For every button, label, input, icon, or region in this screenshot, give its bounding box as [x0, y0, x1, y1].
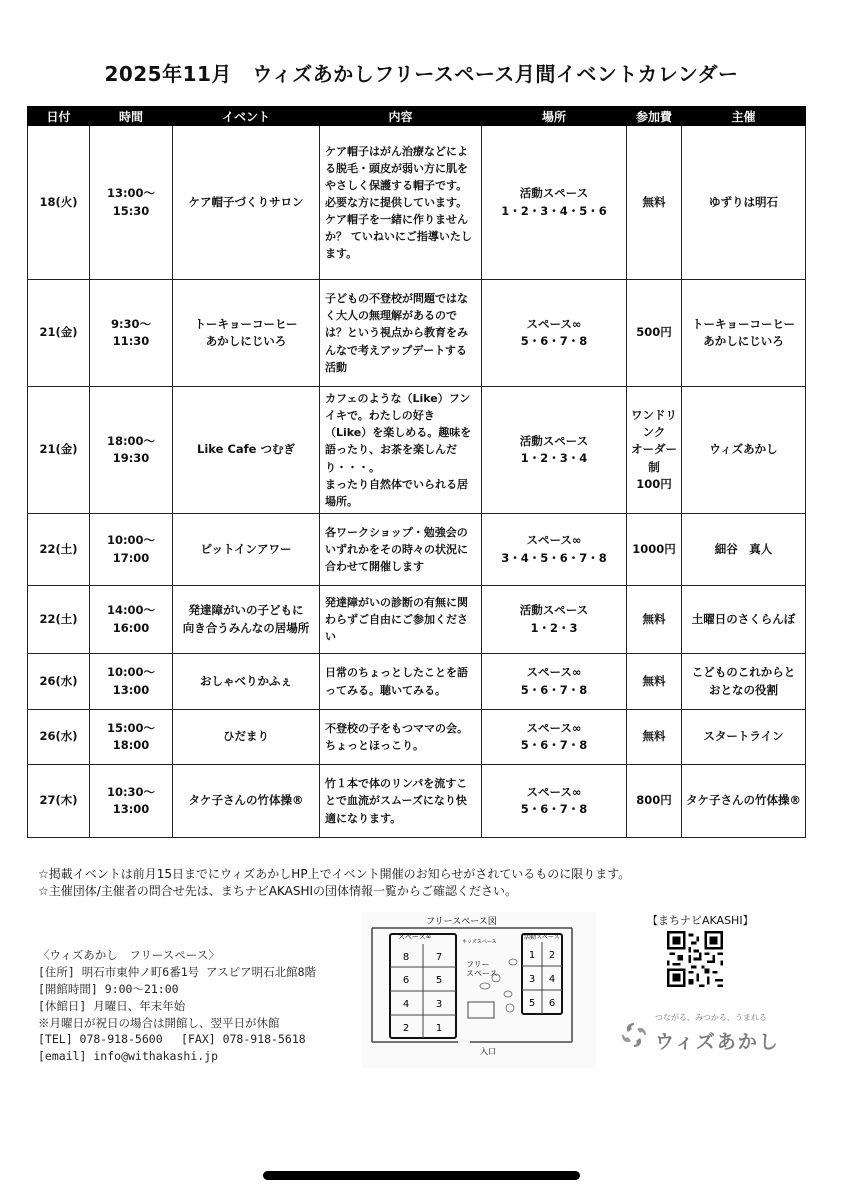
cell-event: おしゃべりかふぇ: [173, 654, 320, 710]
table-header-row: [28, 107, 806, 126]
cell-event: ひだまり: [173, 710, 320, 765]
header-event: イベント: [173, 107, 320, 126]
header-content: 内容: [320, 107, 482, 126]
room-number: 1: [435, 1023, 443, 1034]
cell-content: 竹１本で体のリンパを流すことで血流がスムーズになり快適になります。: [320, 765, 482, 838]
kids-space-label: キッズスペース: [462, 939, 497, 945]
cell-content: 日常のちょっとしたことを語ってみる。聴いてみる。: [320, 654, 482, 710]
cell-host: ゆずりは明石: [682, 126, 806, 280]
cell-time: 10:00～ 13:00: [90, 654, 173, 710]
facility-hours: [開館時間] 9:00～21:00: [38, 981, 179, 996]
logo-mark-icon: [619, 1020, 649, 1050]
facility-closed-note: ※月曜日が祝日の場合は開館し、翌平日が休館: [38, 1015, 280, 1030]
cell-fee: 800円: [627, 765, 682, 838]
cell-fee: 無料: [627, 586, 682, 654]
header-host: 主催: [682, 107, 806, 126]
cell-host: 土曜日のさくらんぼ: [682, 586, 806, 654]
entrance-label: 入口: [480, 1047, 496, 1056]
cell-event: 発達障がいの子どもに 向き合うみんなの居場所: [173, 586, 320, 654]
cell-content: ケア帽子はがん治療などによる脱毛・頭皮が弱い方に肌をやさしく保護する帽子です。必要な方に提供しています。 ケア帽子を一緒に作りませんか？ ていねいにご指導いたします。: [320, 126, 482, 280]
notes: [38, 866, 630, 901]
table-row: [28, 586, 806, 654]
table-row: [28, 514, 806, 586]
header-time: 時間: [90, 107, 173, 126]
cell-fee: 無料: [627, 710, 682, 765]
cell-host: 細谷 真人: [682, 514, 806, 586]
room-number: 6: [548, 998, 556, 1009]
cell-date: 26(水): [28, 710, 90, 765]
room-number: 4: [402, 999, 410, 1010]
cell-event: ケア帽子づくりサロン: [173, 126, 320, 280]
cell-date: 18(火): [28, 126, 90, 280]
header-place: 場所: [482, 107, 627, 126]
room-number: 4: [548, 974, 556, 985]
facility-address: [住所] 明石市東仲ノ町6番1号 アスピア明石北館8階: [38, 964, 317, 979]
cell-host: スタートライン: [682, 710, 806, 765]
facility-email: [email] info@withakashi.jp: [38, 1049, 219, 1064]
room-number: 7: [435, 952, 443, 963]
cell-place: スペース∞ 5・6・7・8: [482, 710, 627, 765]
free-space-label: フリースペース: [466, 960, 498, 979]
cell-host: タケ子さんの竹体操®: [682, 765, 806, 838]
room-number: 5: [435, 975, 443, 986]
logo-name: ウィズあかし: [655, 1031, 780, 1053]
cell-date: 21(金): [28, 280, 90, 387]
header-date: 日付: [28, 107, 90, 126]
cell-date: 27(木): [28, 765, 90, 838]
table-row: [28, 710, 806, 765]
cell-event: トーキョーコーヒー あかしにじいろ: [173, 280, 320, 387]
room-number: 5: [528, 998, 536, 1009]
cell-host: こどものこれからと おとなの役割: [682, 654, 806, 710]
cell-place: スペース∞ 3・4・5・6・7・8: [482, 514, 627, 586]
cell-time: 9:30～ 11:30: [90, 280, 173, 387]
cell-place: スペース∞ 5・6・7・8: [482, 280, 627, 387]
logo-tagline: つながる、みつかる、うまれる: [655, 1013, 767, 1022]
note-line: ☆主催団体/主催者の問合せ先は、まちナビAKASHIの団体情報一覧からご確認ください。: [38, 884, 518, 899]
cell-place: スペース∞ 5・6・7・8: [482, 654, 627, 710]
table-row: [28, 654, 806, 710]
cell-content: 子どもの不登校が問題ではなく大人の無理解があるのでは？という視点から教育をみんなで考えアップデートする活動: [320, 280, 482, 387]
cell-fee: 無料: [627, 126, 682, 280]
room-number: 6: [402, 975, 410, 986]
cell-time: 18:00～ 19:30: [90, 387, 173, 514]
room-number: 1: [528, 950, 536, 961]
cell-date: 26(水): [28, 654, 90, 710]
cell-time: 10:30～ 13:00: [90, 765, 173, 838]
table-row: [28, 387, 806, 514]
cell-fee: ワンドリ ンク オーダー 制 100円: [627, 387, 682, 514]
room-number: 8: [402, 952, 410, 963]
cell-host: トーキョーコーヒー あかしにじいろ: [682, 280, 806, 387]
cell-fee: 500円: [627, 280, 682, 387]
table-row: [28, 280, 806, 387]
cell-content: 発達障がいの診断の有無に関わらずご自由にご参加ください: [320, 586, 482, 654]
cell-time: 10:00～ 17:00: [90, 514, 173, 586]
cell-host: ウィズあかし: [682, 387, 806, 514]
cell-place: スペース∞ 5・6・7・8: [482, 765, 627, 838]
qr-code-icon[interactable]: [667, 931, 723, 987]
cell-date: 22(土): [28, 586, 90, 654]
cell-place: 活動スペース 1・2・3・4・5・6: [482, 126, 627, 280]
room-number: 2: [548, 950, 556, 961]
cell-content: カフェのような（Like）フンイキで。わたしの好き（Like）を楽しめる。趣味を語ったり、お茶を楽しんだり・・・。 まったり自然体でいられる居場所。: [320, 387, 482, 514]
cell-time: 14:00～ 16:00: [90, 586, 173, 654]
header-fee: 参加費: [627, 107, 682, 126]
space-infinity-label: スペース∞: [398, 933, 432, 941]
cell-event: Like Cafe つむぎ: [173, 387, 320, 514]
cell-date: 22(土): [28, 514, 90, 586]
page-title: 2025年11月 ウィズあかしフリースペース月間イベントカレンダー: [104, 62, 739, 86]
cell-time: 13:00～ 15:30: [90, 126, 173, 280]
cell-date: 21(金): [28, 387, 90, 514]
floor-map: [362, 912, 596, 1068]
with-akashi-logo: [613, 1000, 783, 1062]
facility-phone-fax: [TEL] 078-918-5600 [FAX] 078-918-5618: [38, 1032, 306, 1047]
cell-content: 各ワークショップ・勉強会のいずれかをその時々の状況に合わせて開催します: [320, 514, 482, 586]
qr-title: 【まちナビAKASHI】: [647, 914, 754, 927]
cell-time: 15:00～ 18:00: [90, 710, 173, 765]
cell-place: 活動スペース 1・2・3: [482, 586, 627, 654]
cell-place: 活動スペース 1・2・3・4: [482, 387, 627, 514]
facility-closed: [休館日] 月曜日、年末年始: [38, 998, 186, 1013]
home-indicator[interactable]: [263, 1171, 580, 1180]
facility-info: [38, 947, 316, 1065]
cell-event: ピットインアワー: [173, 514, 320, 586]
table-row: [28, 765, 806, 838]
activity-space-label: 活動スペース: [524, 934, 560, 941]
room-number: 2: [402, 1023, 410, 1034]
cell-fee: 無料: [627, 654, 682, 710]
cell-fee: 1000円: [627, 514, 682, 586]
cell-event: タケ子さんの竹体操®: [173, 765, 320, 838]
facility-name: 〈ウィズあかし フリースペース〉: [38, 948, 220, 962]
cell-content: 不登校の子をもつママの会。 ちょっとほっこり。: [320, 710, 482, 765]
table-row: [28, 126, 806, 280]
room-number: 3: [435, 999, 443, 1010]
event-calendar-table: [27, 106, 806, 838]
room-number: 3: [528, 974, 536, 985]
note-line: ☆掲載イベントは前月15日までにウィズあかしHP上でイベント開催のお知らせがされているものに限ります。: [38, 867, 631, 881]
floor-map-title: フリースペース図: [426, 917, 497, 927]
